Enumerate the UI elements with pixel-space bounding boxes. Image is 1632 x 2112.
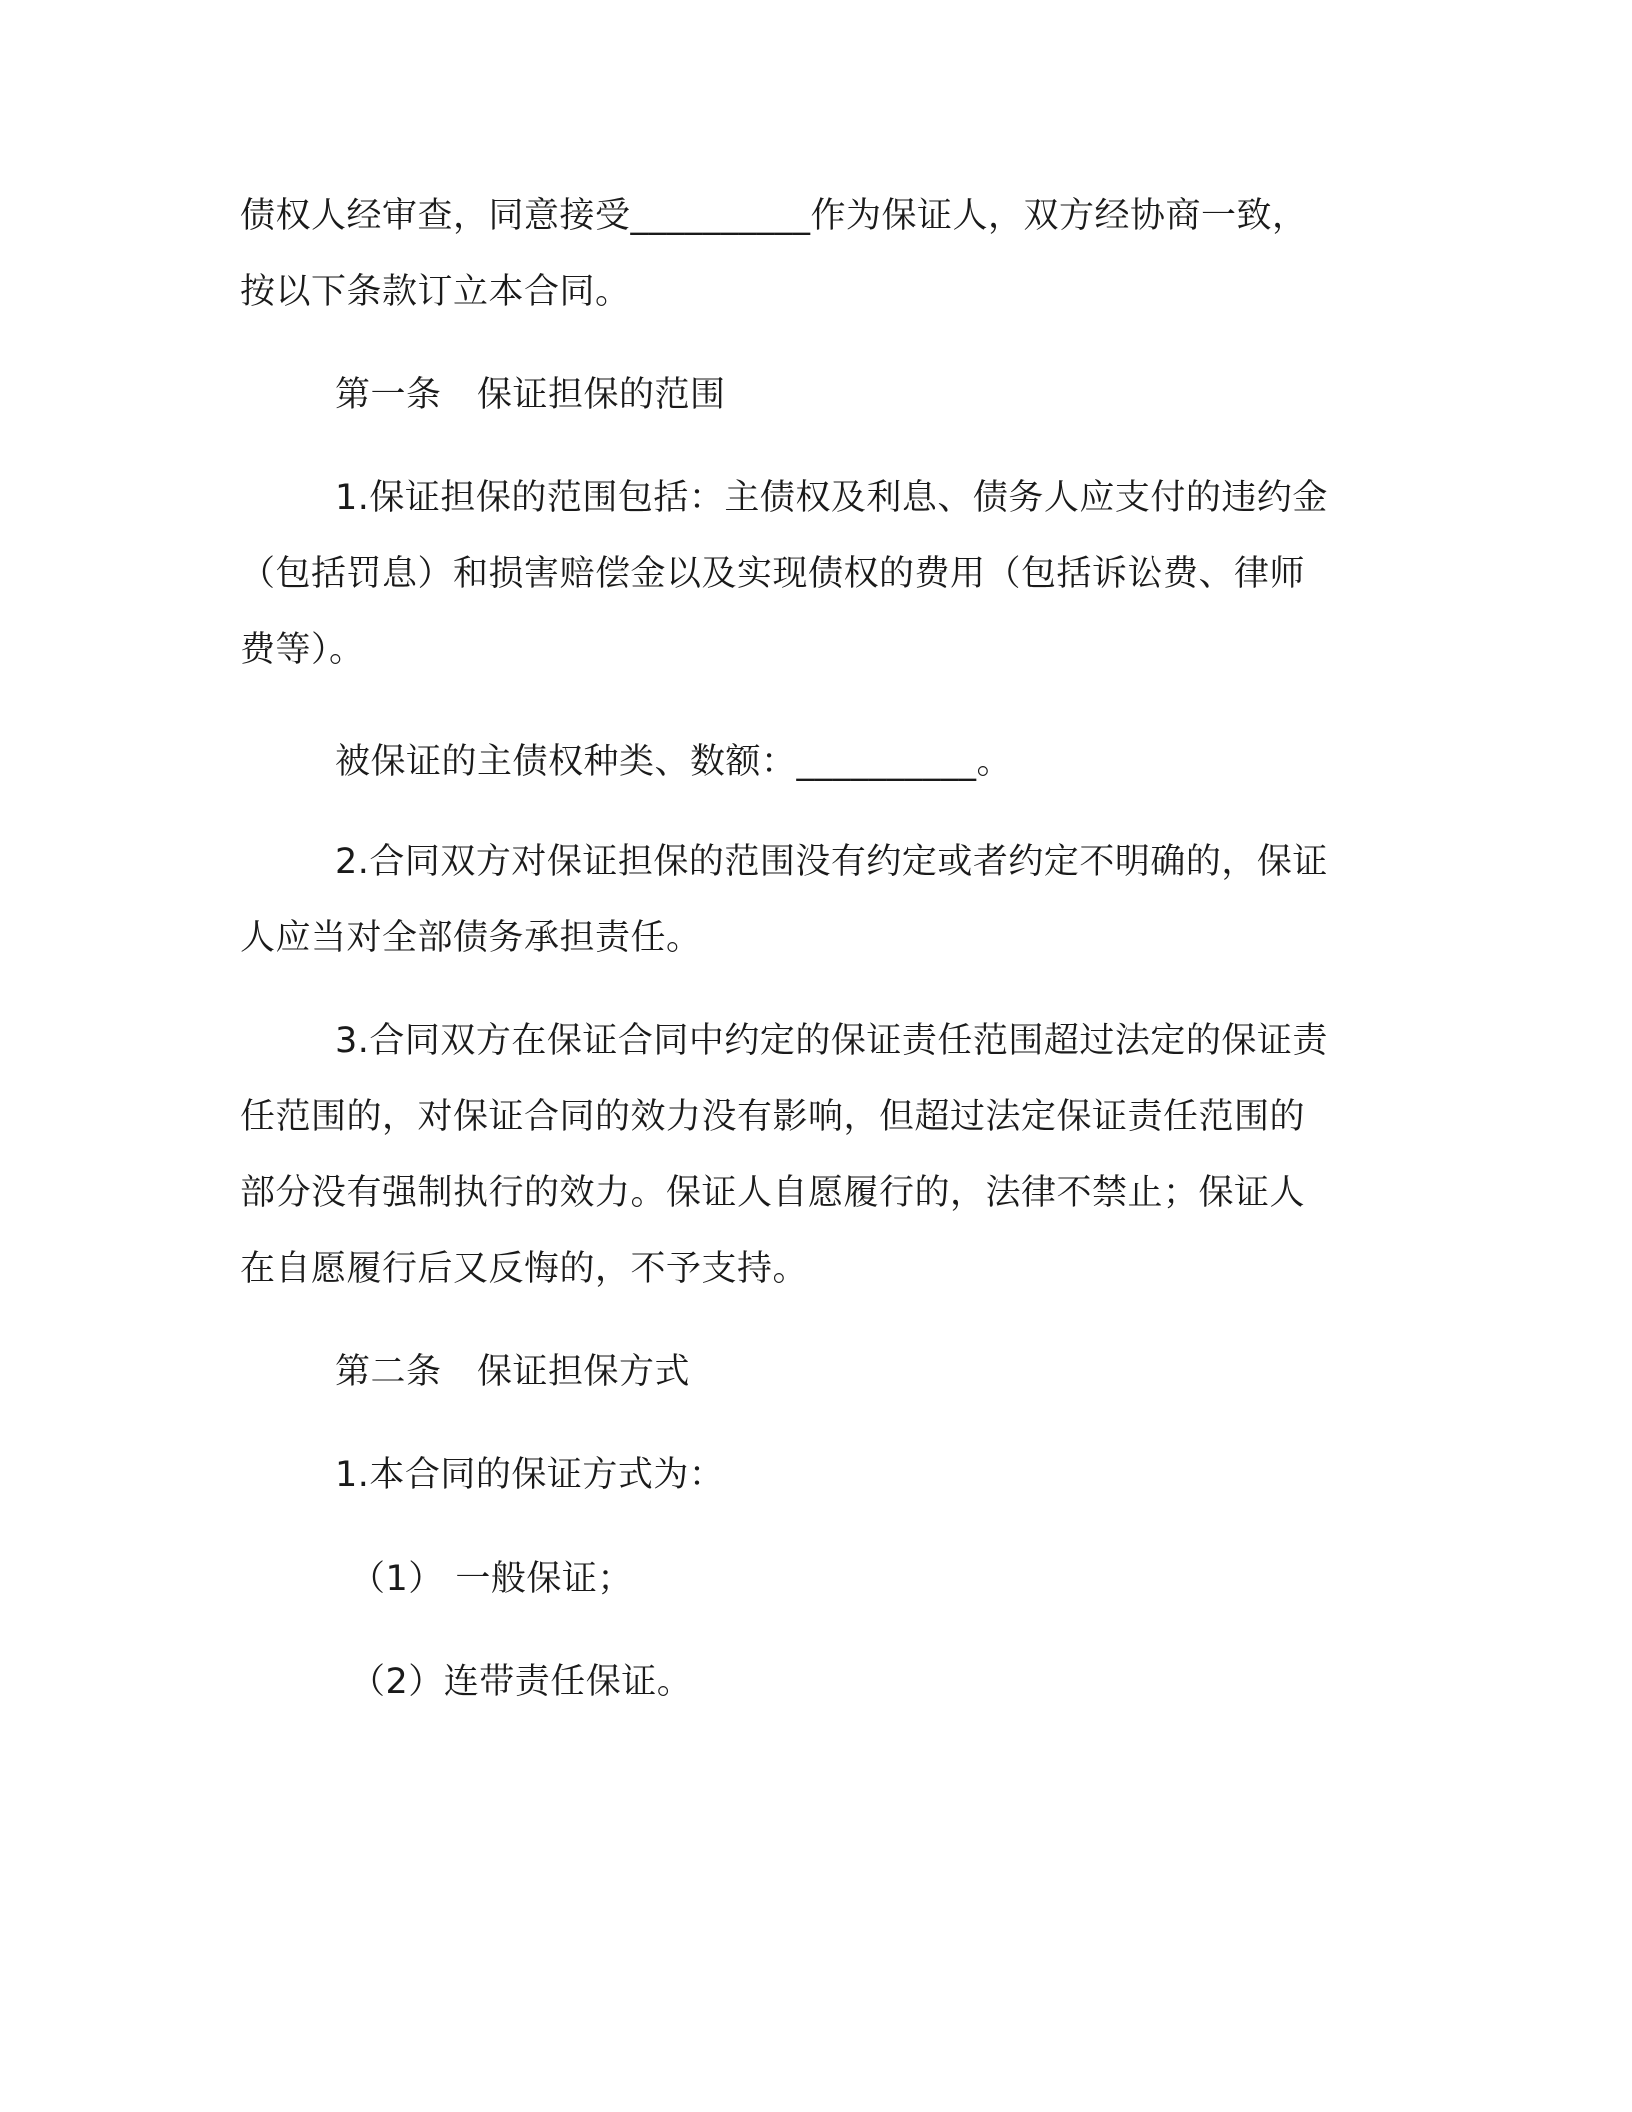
- intro-line-1: 债权人经审查，同意接受__________作为保证人，双方经协商一致，: [240, 196, 1308, 236]
- article-1-p3-line-2: 人应当对全部债务承担责任。: [240, 918, 702, 958]
- article-2-heading: 第二条 保证担保方式: [335, 1352, 691, 1392]
- article-1-p3-line-1: 2.合同双方对保证担保的范围没有约定或者约定不明确的，保证: [335, 842, 1328, 882]
- article-1-p1-line-1: 1.保证担保的范围包括：主债权及利息、债务人应支付的违约金: [335, 478, 1328, 518]
- article-1-p4-line-3: 部分没有强制执行的效力。保证人自愿履行的，法律不禁止；保证人: [240, 1173, 1306, 1213]
- article-1-p4-line-1: 3.合同双方在保证合同中约定的保证责任范围超过法定的保证责: [335, 1021, 1328, 1061]
- article-2-option-2: （2）连带责任保证。: [350, 1662, 693, 1702]
- article-1-p1-line-3: 费等）。: [240, 630, 365, 670]
- article-1-p2: 被保证的主债权种类、数额：__________。: [335, 742, 1013, 782]
- article-1-p4-line-2: 任范围的，对保证合同的效力没有影响，但超过法定保证责任范围的: [240, 1097, 1306, 1137]
- article-1-heading: 第一条 保证担保的范围: [335, 375, 726, 415]
- intro-line-2: 按以下条款订立本合同。: [240, 272, 631, 312]
- article-2-p1: 1.本合同的保证方式为：: [335, 1455, 725, 1495]
- article-1-p1-line-2: （包括罚息）和损害赔偿金以及实现债权的费用（包括诉讼费、律师: [240, 554, 1306, 594]
- article-2-option-1: （1） 一般保证；: [350, 1559, 633, 1599]
- article-1-p4-line-4: 在自愿履行后又反悔的，不予支持。: [240, 1249, 809, 1289]
